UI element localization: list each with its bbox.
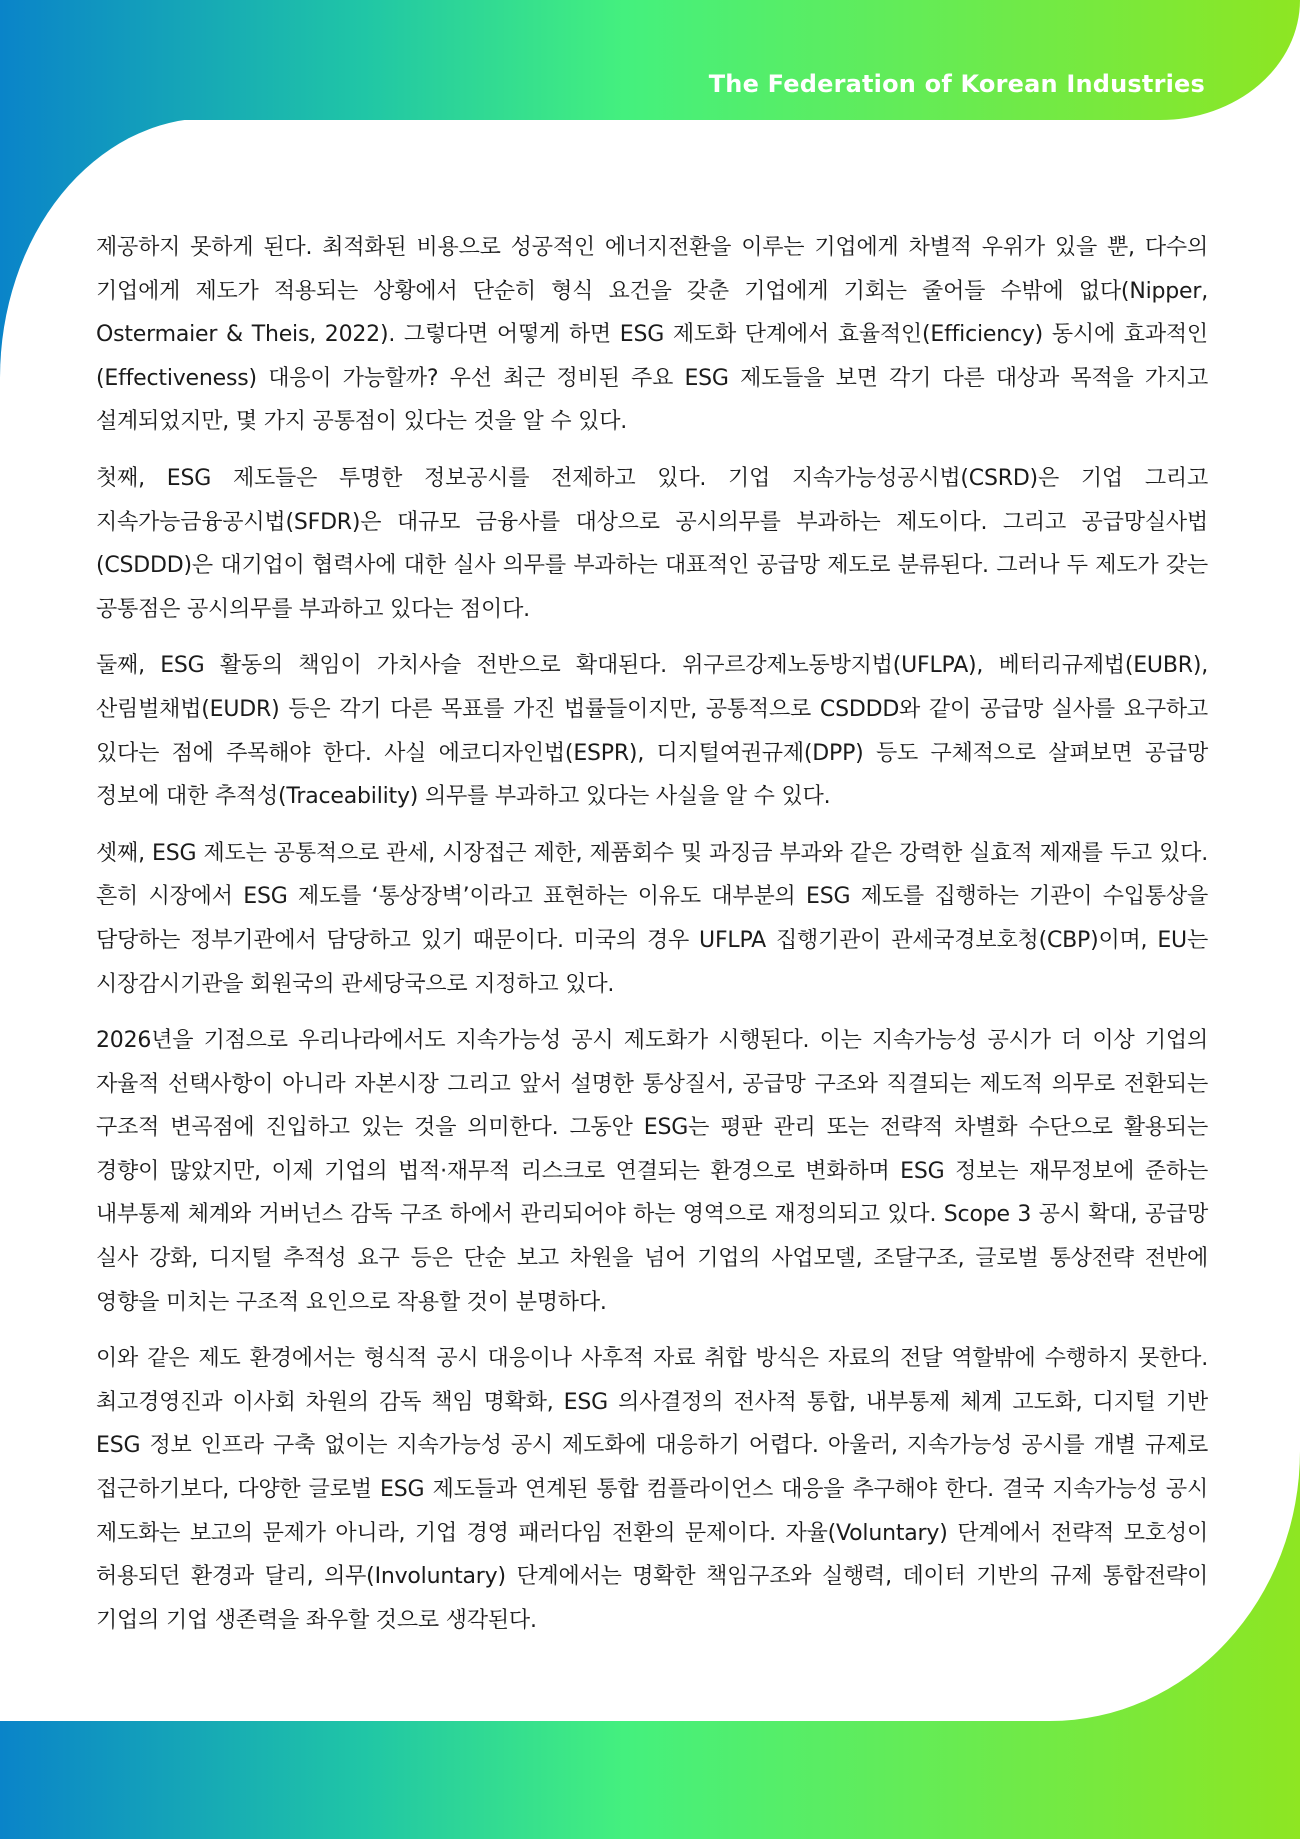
- header-title: The Federation of Korean Industries: [708, 70, 1205, 98]
- header-band: [0, 0, 1300, 120]
- paragraph-5: 2026년을 기점으로 우리나라에서도 지속가능성 공시 제도화가 시행된다. 이는 지속가능성 공시가 더 이상 기업의 자율적 선택사항이 아니라 자본시장 그리고 앞서 설명한 통상질서, 공급망 구조와 직결되는 제도적 의무로 전환되는 구조적 변곡점에 진입하고 있는 것을 의미한다. 그동안 ESG는 평판 관리 또는 전략적 차별화 수단으로 활용되는 경향이 많았지만, 이제 기업의 법적·재무적 리스크로 연결되는 환경으로 변화하며 ESG 정보는 재무정보에 준하는 내부통제 체계와 거버넌스 감독 구조 하에서 관리되어야 하는 영역으로 재정의되고 있다. Scope 3 공시 확대, 공급망 실사 강화, 디지털 추적성 요구 등은 단순 보고 차원을 넘어 기업의 사업모델, 조달구조, 글로벌 통상전략 전반에 영향을 미치는 구조적 요인으로 작용할 것이 분명하다.: [96, 1028, 1208, 1315]
- paragraph-6: 이와 같은 제도 환경에서는 형식적 공시 대응이나 사후적 자료 취합 방식은 자료의 전달 역할밖에 수행하지 못한다. 최고경영진과 이사회 차원의 감독 책임 명확화, ESG 의사결정의 전사적 통합, 내부통제 체계 고도화, 디지털 기반 ESG 정보 인프라 구축 없이는 지속가능성 공시 제도화에 대응하기 어렵다. 아울러, 지속가능성 공시를 개별 규제로 접근하기보다, 다양한 글로벌 ESG 제도들과 연계된 통합 컴플라이언스 대응을 추구해야 한다. 결국 지속가능성 공시 제도화는 보고의 문제가 아니라, 기업 경영 패러다임 전환의 문제이다. 자율(Voluntary) 단계에서 전략적 모호성이 허용되던 환경과 달리, 의무(Involuntary) 단계에서는 명확한 책임구조와 실행력, 데이터 기반의 규제 통합전략이 기업의 기업 생존력을 좌우할 것으로 생각된다.: [96, 1346, 1208, 1633]
- paragraph-1: 제공하지 못하게 된다. 최적화된 비용으로 성공적인 에너지전환을 이루는 기업에게 차별적 우위가 있을 뿐, 다수의 기업에게 제도가 적용되는 상황에서 단순히 형식 요건을 갖춘 기업에게 기회는 줄어들 수밖에 없다(Nipper, Ostermaier & Theis, 2022). 그렇다면 어떻게 하면 ESG 제도화 단계에서 효율적인(Efficiency) 동시에 효과적인(Effectiveness) 대응이 가능할까? 우선 최근 정비된 주요 ESG 제도들을 보면 각기 다른 대상과 목적을 가지고 설계되었지만, 몇 가지 공통점이 있다는 것을 알 수 있다.: [96, 235, 1208, 435]
- document-body: [96, 226, 1208, 1655]
- paragraph-3: 둘째, ESG 활동의 책임이 가치사슬 전반으로 확대된다. 위구르강제노동방지법(UFLPA), 베터리규제법(EUBR), 산림벌채법(EUDR) 등은 각기 다른 목표를 가진 법률들이지만, 공통적으로 CSDDD와 같이 공급망 실사를 요구하고 있다는 점에 주목해야 한다. 사실 에코디자인법(ESPR), 디지털여권규제(DPP) 등도 구체적으로 살펴보면 공급망 정보에 대한 추적성(Traceability) 의무를 부과하고 있다는 사실을 알 수 있다.: [96, 653, 1208, 810]
- paragraph-4: 셋째, ESG 제도는 공통적으로 관세, 시장접근 제한, 제품회수 및 과징금 부과와 같은 강력한 실효적 제재를 두고 있다. 흔히 시장에서 ESG 제도를 ‘통상장벽’이라고 표현하는 이유도 대부분의 ESG 제도를 집행하는 기관이 수입통상을 담당하는 정부기관에서 담당하고 있기 때문이다. 미국의 경우 UFLPA 집행기관이 관세국경보호청(CBP)이며, EU는 시장감시기관을 회원국의 관세당국으로 지정하고 있다.: [96, 840, 1208, 997]
- paragraph-2: 첫째, ESG 제도들은 투명한 정보공시를 전제하고 있다. 기업 지속가능성공시법(CSRD)은 기업 그리고 지속가능금융공시법(SFDR)은 대규모 금융사를 대상으로 공시의무를 부과하는 제도이다. 그리고 공급망실사법(CSDDD)은 대기업이 협력사에 대한 실사 의무를 부과하는 대표적인 공급망 제도로 분류된다. 그러나 두 제도가 갖는 공통점은 공시의무를 부과하고 있다는 점이다.: [96, 465, 1208, 622]
